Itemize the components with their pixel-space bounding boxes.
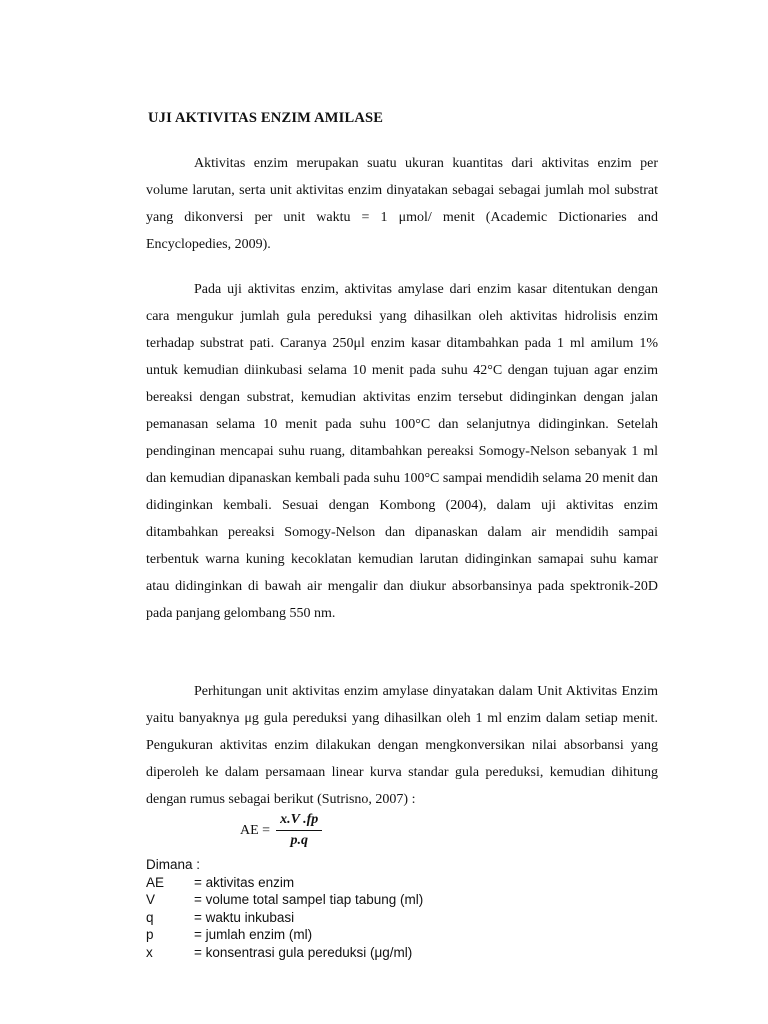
document-title: UJI AKTIVITAS ENZIM AMILASE — [148, 110, 384, 126]
definition-row — [146, 909, 423, 927]
definition-symbol: p — [146, 927, 154, 942]
definition-symbol: q — [146, 909, 154, 925]
formula-fraction — [276, 812, 322, 849]
paragraph-1 — [146, 150, 658, 258]
definitions-block — [146, 856, 423, 961]
formula-denominator: p.q — [290, 833, 308, 848]
definition-meaning: = volume total sampel tiap tabung (ml) — [194, 892, 424, 907]
formula-numerator: x.V .fp — [276, 812, 322, 831]
paragraph-3 — [146, 678, 658, 813]
paragraph-2-text: Pada uji aktivitas enzim, aktivitas amylase dari enzim kasar ditentukan dengan cara mengukur jumlah gula pereduksi yang dihasilkan oleh aktivitas hidrolisis enzim terhadap substrat pati. Caranya 250μl enzim kasar ditambahkan pada 1 ml amilum 1% untuk kemudian diinkubasi selama 10 menit pada suhu 42°C dengan tujuan agar enzim bereaksi dengan substrat, kemudian aktivitas enzim tersebut didinginkan dengan jalan pemanasan selama 10 menit pada suhu 100°C dan selanjutnya didinginkan. Setelah pendinginan mencapai suhu ruang, ditambahkan pereaksi Somogy-Nelson sebanyak 1 ml dan kemudian dipanaskan kembali pada suhu 100°C sampai mendidih selama 20 menit dan didinginkan kembali. Sesuai dengan Kombong (2004), dalam uji aktivitas enzim ditambahkan pereaksi Somogy-Nelson dan dipanaskan dalam air mendidih sampai terbentuk warna kuning kecoklatan kemudian larutan didinginkan samapai suhu kamar atau didinginkan di bawah air mengalir dan diukur absorbansinya pada spektronik-20D pada panjang gelombang 550 nm. — [146, 282, 658, 621]
paragraph-2 — [146, 276, 658, 627]
definition-meaning: = waktu inkubasi — [194, 909, 295, 925]
formula-lhs: AE = — [240, 822, 271, 838]
definition-meaning: = konsentrasi gula pereduksi (μg/ml) — [194, 944, 413, 960]
definition-meaning: = jumlah enzim (ml) — [194, 927, 313, 942]
definition-row — [146, 891, 423, 909]
definition-symbol: x — [146, 944, 153, 960]
activity-formula — [240, 812, 322, 849]
definition-row — [146, 874, 423, 892]
definition-row — [146, 944, 423, 962]
definition-symbol: V — [146, 892, 156, 907]
definition-symbol: AE — [146, 874, 165, 890]
definition-meaning: = aktivitas enzim — [194, 874, 295, 890]
definition-row — [146, 926, 423, 944]
paragraph-1-text: Aktivitas enzim merupakan suatu ukuran kuantitas dari aktivitas enzim per volume larutan, serta unit aktivitas enzim dinyatakan sebagai sebagai jumlah mol substrat yang dikonversi per unit waktu = 1 μmol/ menit (Academic Dictionaries and Encyclopedies, 2009). — [146, 156, 658, 252]
definitions-heading: Dimana : — [146, 857, 201, 872]
paragraph-3-text: Perhitungan unit aktivitas enzim amylase dinyatakan dalam Unit Aktivitas Enzim yaitu banyaknya μg gula pereduksi yang dihasilkan oleh 1 ml enzim dalam setiap menit. Pengukuran aktivitas enzim dilakukan dengan mengkonversikan nilai absorbansi yang diperoleh ke dalam persamaan linear kurva standar gula pereduksi, kemudian dihitung dengan rumus sebagai berikut (Sutrisno, 2007) : — [146, 684, 658, 807]
